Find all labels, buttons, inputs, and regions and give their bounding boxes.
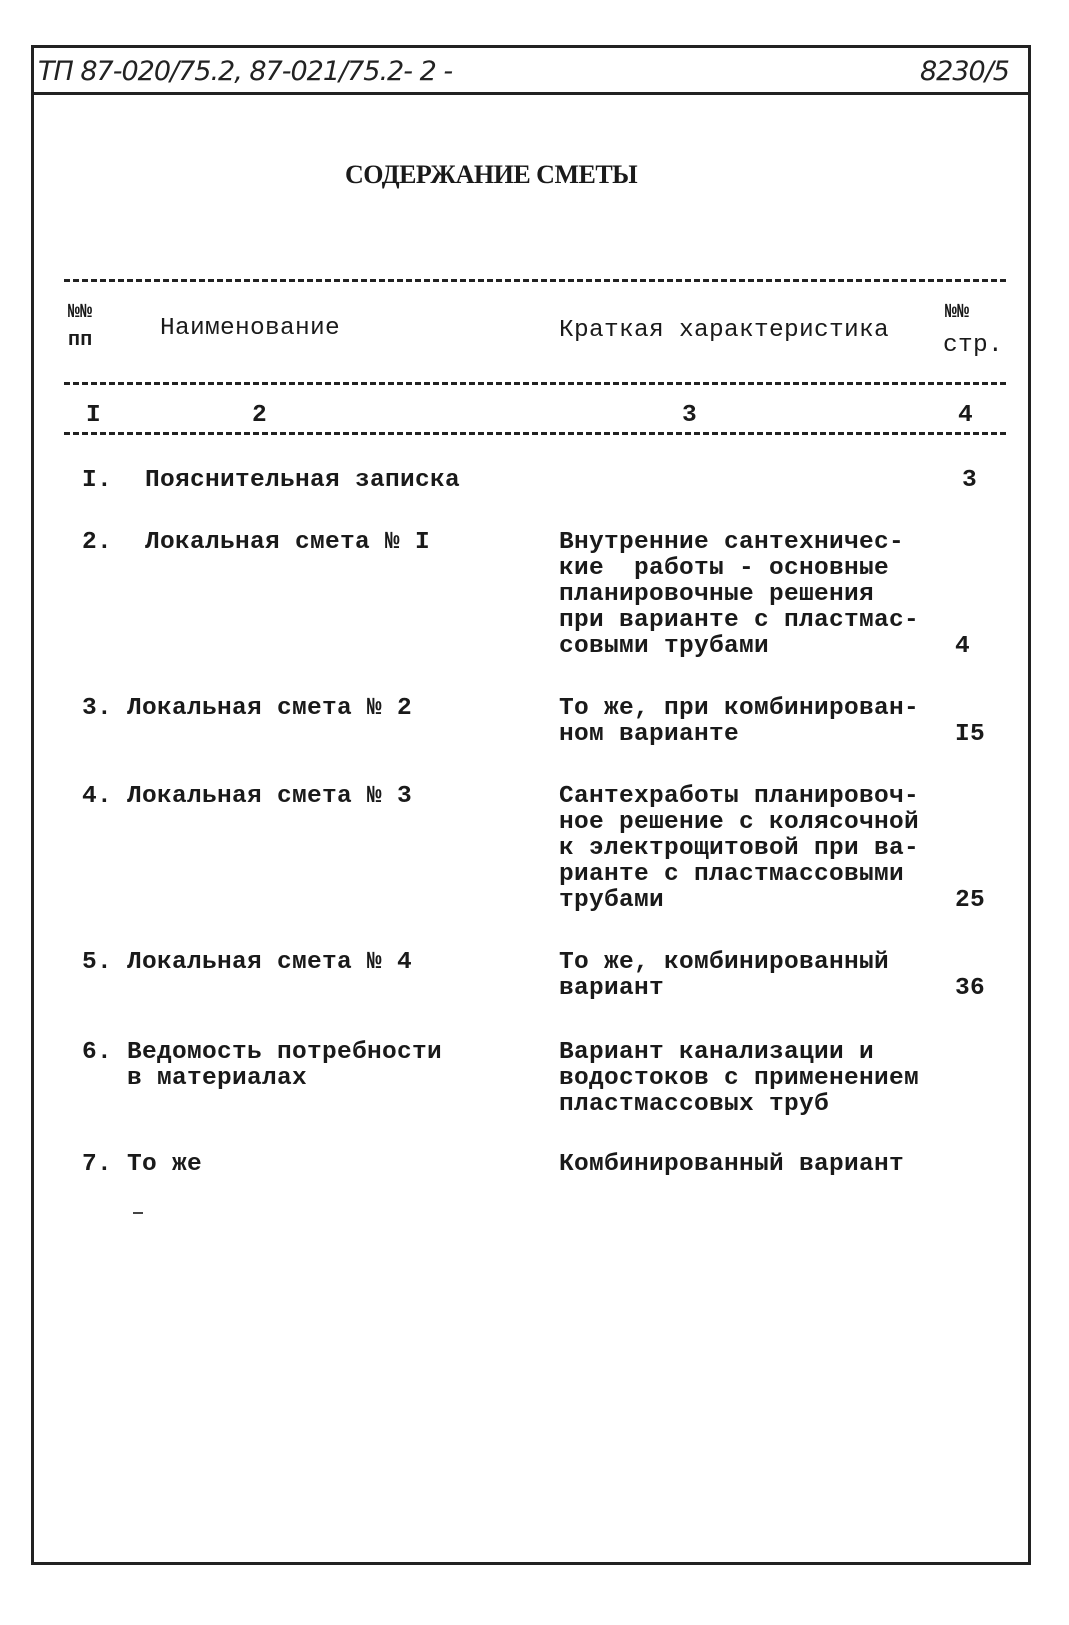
row-number: 7. <box>82 1151 113 1178</box>
row-name: Ведомость потребности <box>127 1039 443 1066</box>
col-number: I <box>86 402 102 429</box>
col-page-bottom: стр. <box>943 332 1004 359</box>
row-name: Локальная смета № I <box>145 529 431 556</box>
row-number: 5. <box>82 949 113 976</box>
col-desc-header: Краткая характеристика <box>559 317 890 344</box>
row-number: 4. <box>82 783 113 810</box>
row-description: Вариант канализации и <box>559 1039 875 1066</box>
divider <box>64 279 1006 282</box>
row-name: То же <box>127 1151 203 1178</box>
row-number: 3. <box>82 695 113 722</box>
row-number: 6. <box>82 1039 113 1066</box>
mark <box>133 1212 143 1214</box>
divider <box>64 382 1006 385</box>
row-description: при варианте с пластмас- <box>559 607 920 634</box>
col-page-top: №№ <box>945 301 970 324</box>
row-description: трубами <box>559 887 665 914</box>
row-description: планировочные решения <box>559 581 875 608</box>
row-number: I. <box>82 467 113 494</box>
row-description: ное решение с колясочной <box>559 809 920 836</box>
row-number: 2. <box>82 529 113 556</box>
row-description: к электрощитовой при ва- <box>559 835 920 862</box>
row-description: рианте с пластмассовыми <box>559 861 905 888</box>
row-description: То же, при комбинирован- <box>559 695 920 722</box>
row-description: Комбинированный вариант <box>559 1151 905 1178</box>
row-name: в материалах <box>127 1065 308 1092</box>
sheet-code: 8230/5 <box>920 56 1009 87</box>
row-description: кие работы - основные <box>559 555 890 582</box>
row-page: 4 <box>955 633 971 660</box>
row-description: пластмассовых труб <box>559 1091 830 1118</box>
col-number: 4 <box>958 402 974 429</box>
page-title: СОДЕРЖАНИЕ СМЕТЫ <box>345 160 638 189</box>
col-number: 2 <box>252 402 268 429</box>
header-divider <box>31 92 1031 95</box>
row-page: I5 <box>955 721 986 748</box>
row-description: водостоков с применением <box>559 1065 920 1092</box>
col-num-top: №№ <box>68 301 93 324</box>
row-description: Сантехработы планировоч- <box>559 783 920 810</box>
document-code: ТП 87-020/75.2, 87-021/75.2- 2 - <box>38 56 453 87</box>
row-name: Локальная смета № 2 <box>127 695 413 722</box>
col-name-header: Наименование <box>160 315 341 342</box>
row-name: Локальная смета № 3 <box>127 783 413 810</box>
row-description: совыми трубами <box>559 633 770 660</box>
row-description: То же, комбинированный <box>559 949 890 976</box>
row-name: Пояснительная записка <box>145 467 461 494</box>
row-page: 36 <box>955 975 986 1002</box>
row-description: вариант <box>559 975 665 1002</box>
row-name: Локальная смета № 4 <box>127 949 413 976</box>
divider <box>64 432 1006 435</box>
col-num-bottom: пп <box>68 329 93 352</box>
row-description: ном варианте <box>559 721 740 748</box>
row-page: 25 <box>955 887 986 914</box>
col-number: 3 <box>682 402 698 429</box>
row-description: Внутренние сантехничес- <box>559 529 905 556</box>
row-page: 3 <box>962 467 978 494</box>
